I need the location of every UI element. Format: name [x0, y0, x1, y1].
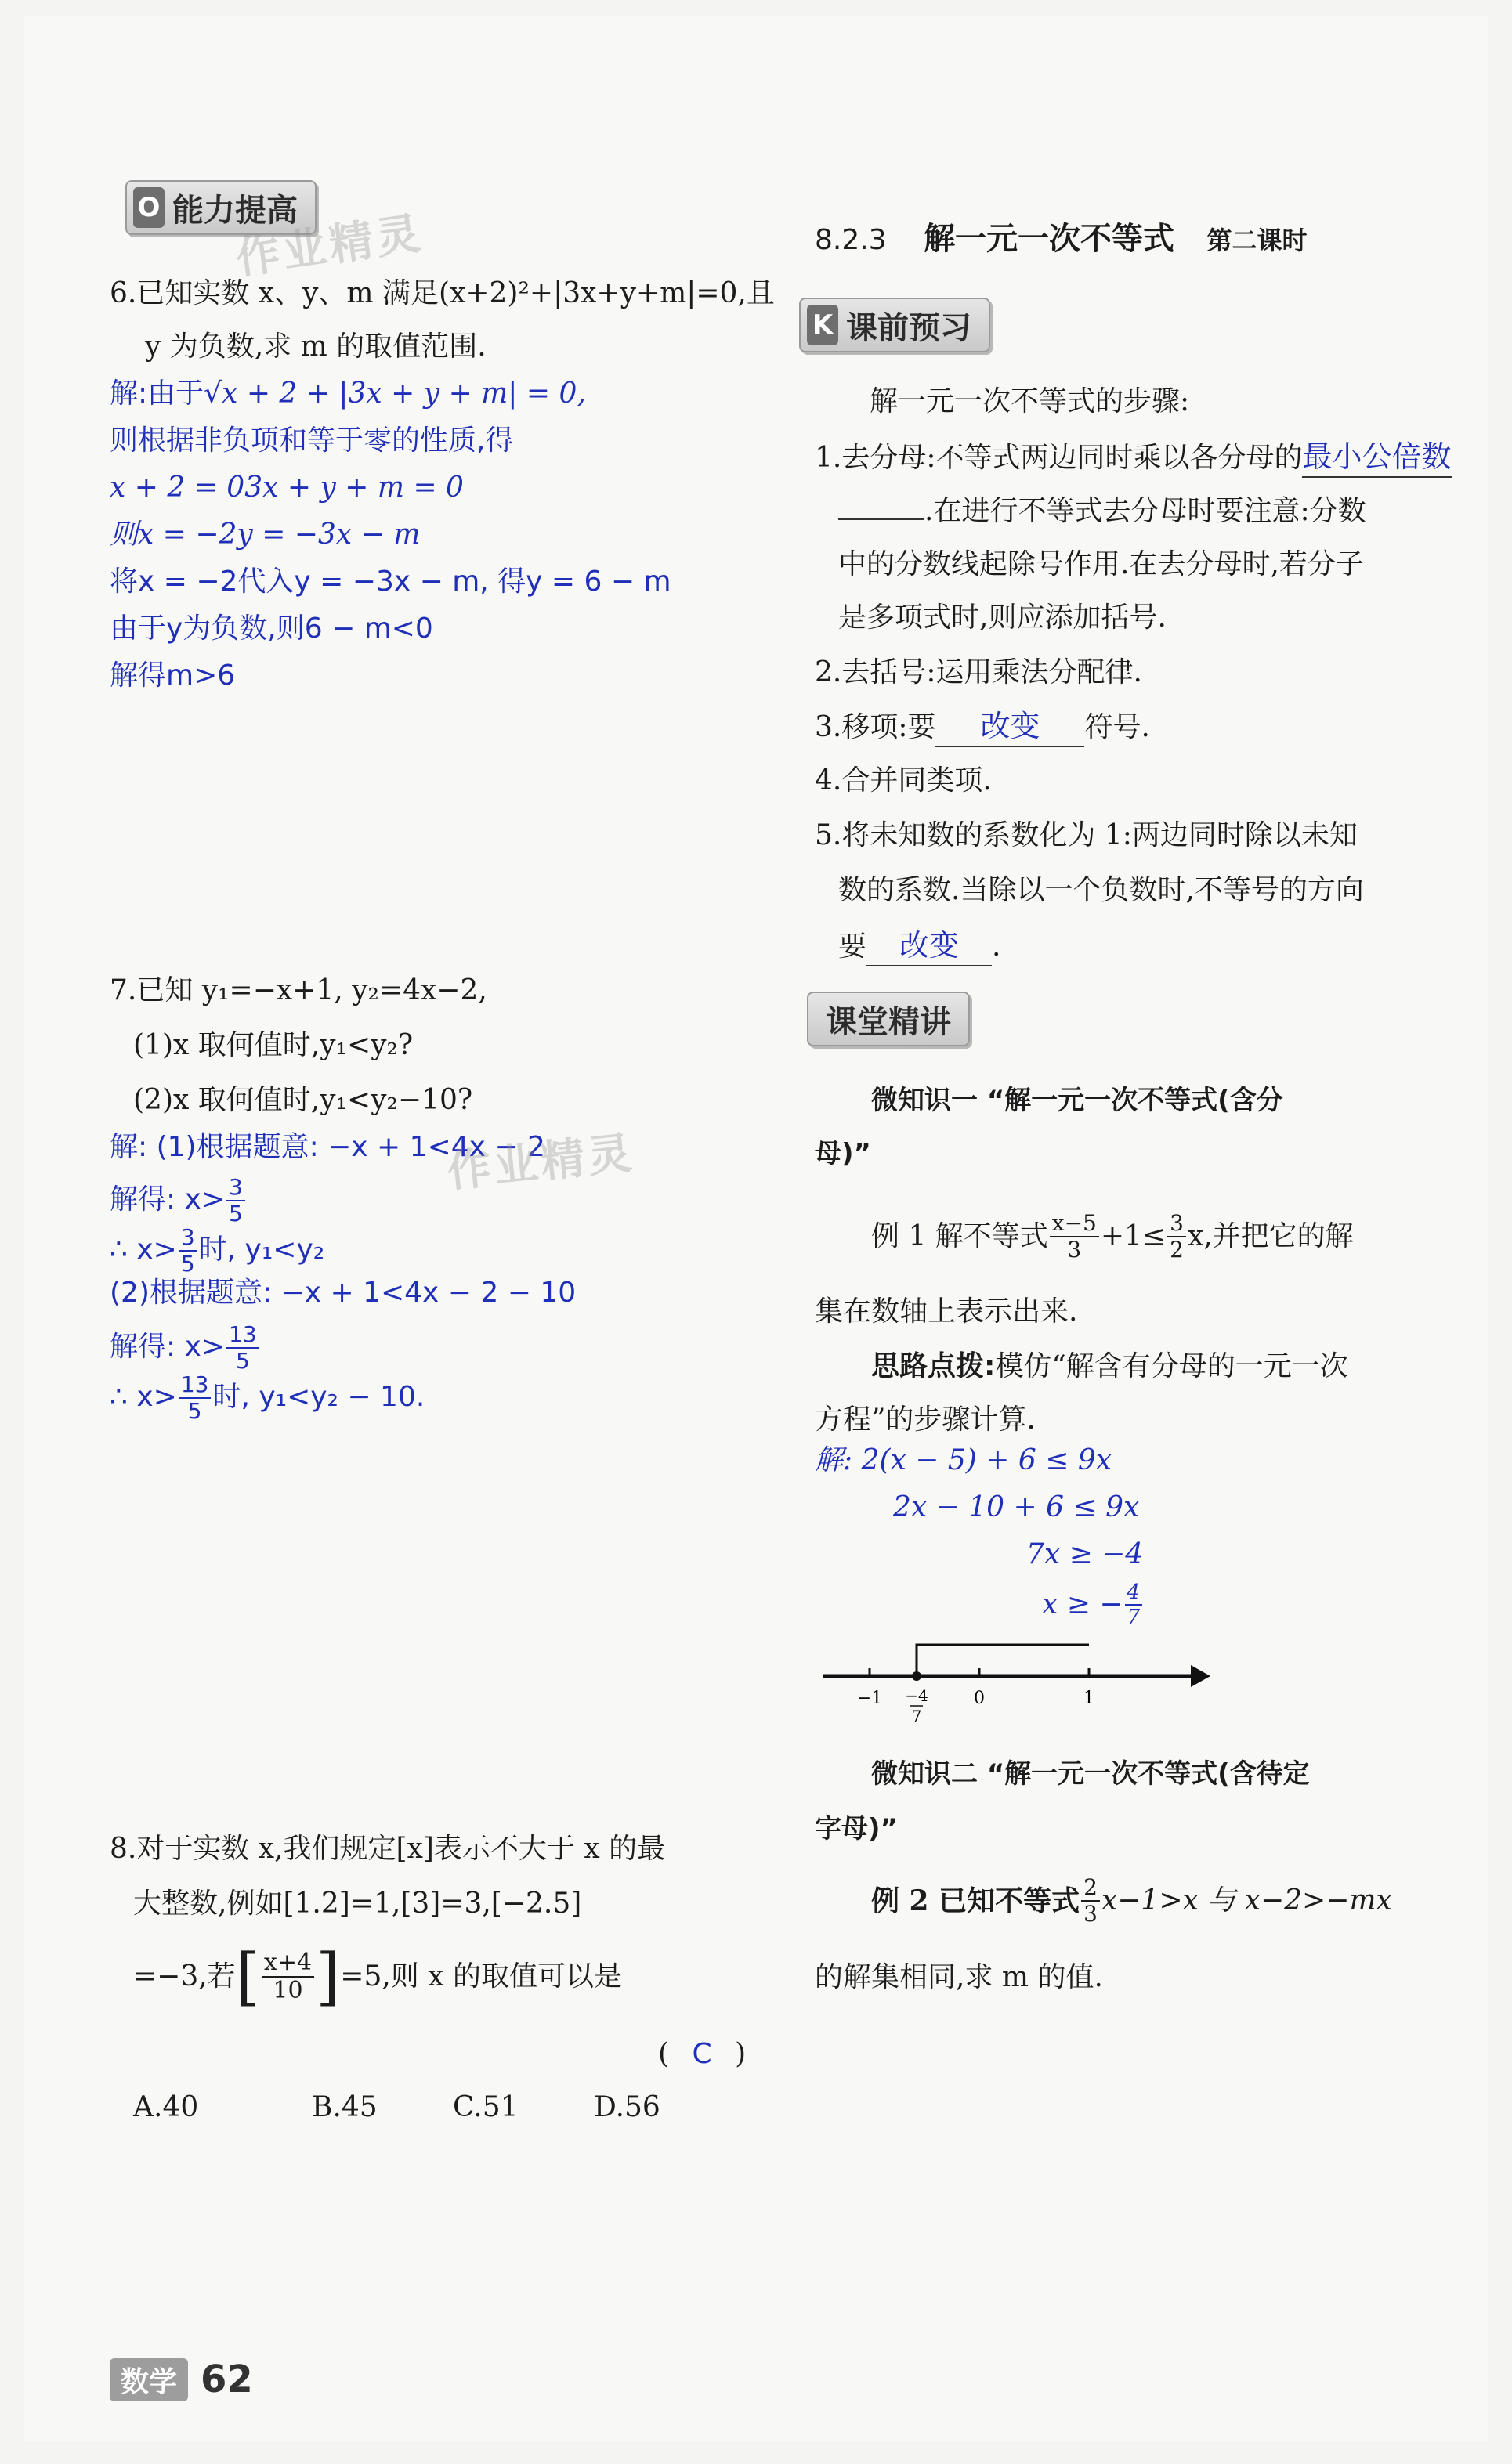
step5-line3: 要 改变 . — [838, 926, 1000, 966]
example1-line1: 例 1 解不等式 $\frac{x-5}{3}$ +1≤ $\frac{3}{2}$ x,并把它的解 — [871, 1210, 1354, 1263]
section-title: 课前预习 — [846, 309, 971, 346]
step2: 2.去括号:运用乘法分配律. — [815, 656, 1142, 688]
q8-option-b: B.45 — [312, 2091, 378, 2123]
solution-line1: 解: 2(x − 5) + 6 ≤ 9x — [815, 1444, 1112, 1476]
step5-line1: 5.将未知数的系数化为 1:两边同时除以未知 — [815, 819, 1358, 851]
step5-answer: 改变 — [866, 926, 992, 966]
q8-line3: =−3,若 [ $\frac{x+4}{10}$ ] =5,则 x 的取值可以是 — [133, 1940, 622, 2013]
example2-line1: 例 2 已知不等式 $\frac{2}{3}$ x−1>x 与 x−2>−mx — [871, 1874, 1392, 1927]
q7-line2: (1)x 取何值时,y₁<y₂? — [133, 1029, 414, 1061]
tick-label-2: 1 — [1083, 1689, 1094, 1708]
section-icon: K — [807, 305, 838, 345]
q7-line1: 7.已知 y₁=−x+1, y₂=4x−2, — [110, 974, 487, 1006]
q8-line2: 大整数,例如[1.2]=1,[3]=3,[−2.5] — [133, 1888, 582, 1920]
watermark: 作业精灵 — [233, 208, 426, 285]
sqrt-expression: √x + 2 — [204, 378, 298, 410]
q7-answer-2: 解得: x> $\frac{3}{5}$ — [110, 1176, 247, 1225]
hint-line2: 方程”的步骤计算. — [815, 1404, 1036, 1436]
knowledge1-line2: 母)” — [815, 1138, 871, 1169]
q7-answer-4: (2)根据题意: −x + 1<4x − 2 − 10 — [110, 1277, 577, 1309]
q6-answer-7: 解得m>6 — [110, 659, 236, 692]
step1-answer: 最小公倍数 — [1302, 437, 1451, 478]
q6-answer-6: 由于y为负数,则6 − m<0 — [110, 612, 433, 645]
page-number: 数学 62 — [110, 2357, 253, 2401]
tick-label-0: −1 — [856, 1689, 883, 1708]
solution-line2: 2x − 10 + 6 ≤ 9x — [893, 1491, 1140, 1523]
q8-option-c: C.51 — [453, 2091, 519, 2123]
solution-line3: 7x ≥ −4 — [1026, 1538, 1144, 1570]
step1-line4: 是多项式时,则应添加括号. — [838, 602, 1167, 634]
step4: 4.合并同类项. — [815, 764, 992, 797]
hint-line1: 思路点拨:模仿“解含有分母的一元一次 — [871, 1350, 1348, 1382]
step1-line2: .在进行不等式去分母时要注意:分数 — [838, 492, 1366, 531]
step3: 3.移项:要 改变 符号. — [815, 706, 1150, 747]
q6-answer-2: 则根据非负项和等于零的性质,得 — [110, 425, 514, 457]
q8-answer: C — [692, 2038, 712, 2070]
q6-answer-1: 解:由于 √x + 2 + |3x + y + m| = 0, — [110, 374, 586, 414]
section-icon: O — [133, 187, 165, 228]
solution-line4: x ≥ − $\frac{4}{7}$ — [1042, 1582, 1144, 1628]
q7-answer-1: 解: (1)根据题意: −x + 1<4x − 2 — [110, 1131, 545, 1163]
step1-line1: 1.去分母:不等式两边同时乘以各分母的最小公倍数 — [815, 437, 1452, 478]
endpoint-label-num: −4 — [905, 1686, 928, 1705]
number-line-arrow — [1191, 1665, 1210, 1687]
solution-bracket — [917, 1645, 1089, 1676]
q6-answer-4: 则x = −2y = −3x − m — [110, 518, 421, 551]
tick-label-1: 0 — [974, 1689, 985, 1708]
step5-line2: 数的系数.当除以一个负数时,不等号的方向 — [838, 874, 1364, 906]
example2-line2: 的解集相同,求 m 的值. — [815, 1961, 1103, 1993]
q6-line1: 6.已知实数 x、y、m 满足(x+2)²+|3x+y+m|=0,且 — [110, 277, 775, 309]
q7-answer-6: ∴ x> $\frac{13}{5}$ 时, y₁<y₂ − 10. — [110, 1371, 425, 1424]
section-tag-preview — [799, 298, 990, 352]
q6-answer-3: x + 2 = 03x + y + m = 0 — [110, 471, 464, 504]
solution-endpoint — [912, 1671, 921, 1681]
section-title: 课堂精讲 — [826, 1003, 951, 1040]
step3-answer: 改变 — [935, 706, 1084, 747]
q8-option-a: A.40 — [133, 2091, 199, 2123]
q7-answer-5: 解得: x> $\frac{13}{5}$ — [110, 1324, 261, 1372]
q7-answer-3: ∴ x> $\frac{3}{5}$ 时, y₁<y₂ — [110, 1224, 325, 1277]
subject-badge: 数学 — [110, 2358, 188, 2401]
example1-line2: 集在数轴上表示出来. — [815, 1295, 1078, 1328]
q8-option-d: D.56 — [594, 2091, 660, 2123]
steps-intro: 解一元一次不等式的步骤: — [870, 385, 1190, 417]
section-title: 能力提高 — [172, 192, 298, 229]
q6-answer-5: 将x = −2代入y = −3x − m, 得y = 6 − m — [110, 565, 671, 598]
step1-line3: 中的分数线起除号作用.在去分母时,若分子 — [838, 548, 1364, 580]
number-line — [815, 1629, 1222, 1754]
q8-answer-parens: ( C ) — [658, 2038, 747, 2070]
q8-line1: 8.对于实数 x,我们规定[x]表示不大于 x 的最 — [110, 1833, 666, 1865]
knowledge1-line1: 微知识一 “解一元一次不等式(含分 — [871, 1085, 1283, 1116]
workbook-page — [24, 16, 1488, 2441]
knowledge2-line1: 微知识二 “解一元一次不等式(含待定 — [871, 1758, 1310, 1790]
endpoint-label-den: 7 — [911, 1707, 922, 1725]
lesson-header: 8.2.3 解一元一次不等式 第二课时 — [815, 221, 1308, 257]
section-tag-class — [807, 992, 970, 1046]
knowledge2-line2: 字母)” — [815, 1813, 898, 1844]
watermark: 作业精灵 — [444, 1127, 638, 1198]
q6-line2: y 为负数,求 m 的取值范围. — [145, 331, 487, 363]
q7-line3: (2)x 取何值时,y₁<y₂−10? — [133, 1084, 473, 1116]
